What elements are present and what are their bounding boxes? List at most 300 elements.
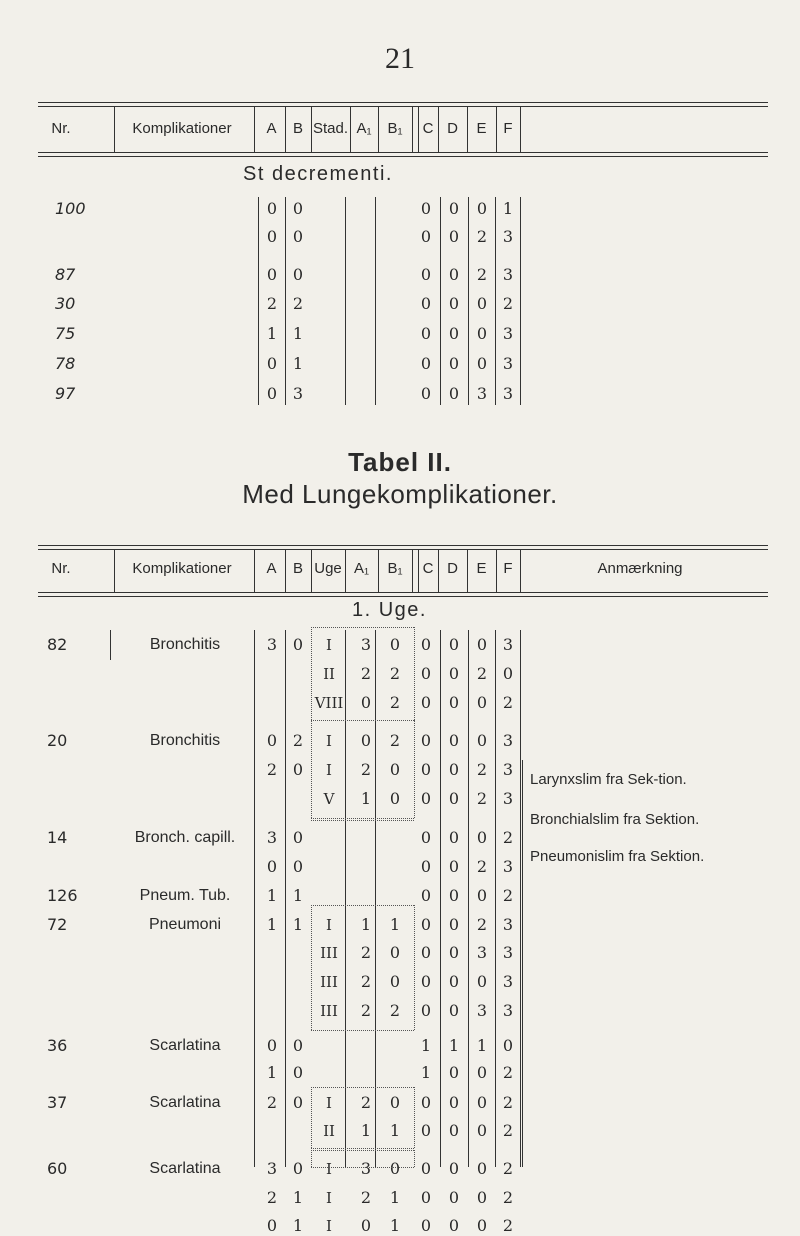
column-header: B	[292, 120, 303, 137]
row-komplikation: Bronchitis	[149, 732, 221, 749]
cell-c: 1	[420, 1036, 432, 1055]
page-number: 21	[385, 42, 415, 75]
cell-b: 0	[292, 857, 304, 876]
cell-e: 0	[476, 1063, 488, 1082]
column-rule	[468, 630, 469, 1167]
column-header: E	[476, 120, 487, 137]
cell-a1: 3	[360, 635, 372, 654]
cell-d: 0	[448, 760, 460, 779]
anmaerkning-2: Bronchialslim fra Sektion.	[530, 811, 700, 828]
cell-e: 2	[476, 915, 488, 934]
cell-e: 0	[476, 886, 488, 905]
cell-d: 0	[448, 886, 460, 905]
rule	[38, 102, 768, 103]
dotted-rule	[311, 1030, 414, 1031]
row-nr: 100	[55, 199, 86, 218]
dotted-rule	[414, 1150, 415, 1167]
column-rule	[375, 197, 376, 405]
cell-a: 0	[266, 857, 278, 876]
column-rule	[418, 106, 419, 152]
cell-b: 0	[292, 828, 304, 847]
dotted-rule	[311, 627, 312, 720]
anmaerkning-1: Larynxslim fra Sek-tion.	[530, 771, 687, 788]
cell-b1: 0	[389, 972, 401, 991]
rule	[38, 545, 768, 546]
cell-a: 2	[266, 760, 278, 779]
cell-e: 0	[476, 1121, 488, 1140]
column-rule	[285, 630, 286, 1167]
cell-c: 0	[420, 664, 432, 683]
rule	[38, 549, 768, 550]
cell-e: 0	[476, 1159, 488, 1178]
dotted-rule	[414, 720, 415, 818]
cell-a: 3	[266, 1159, 278, 1178]
cell-b1: 0	[389, 1159, 401, 1178]
cell-b1: 0	[389, 943, 401, 962]
row-nr: 72	[47, 915, 68, 934]
cell-c: 0	[420, 943, 432, 962]
cell-f: 3	[502, 324, 514, 343]
cell-e: 0	[476, 693, 488, 712]
column-rule	[496, 106, 497, 152]
cell-a: 0	[266, 384, 278, 403]
cell-a: 0	[266, 731, 278, 750]
cell-a: 1	[266, 324, 278, 343]
cell-b1: 0	[389, 760, 401, 779]
table-title: Tabel II.	[348, 447, 452, 477]
cell-a1: 2	[360, 1001, 372, 1020]
cell-a: 2	[266, 1093, 278, 1112]
cell-a1: 1	[360, 789, 372, 808]
column-rule	[258, 197, 259, 405]
row-komplikation: Pneumoni	[148, 916, 222, 933]
cell-a1: 2	[360, 664, 372, 683]
column-header: Komplikationer	[132, 560, 232, 577]
cell-b: 0	[292, 760, 304, 779]
cell-e: 1	[476, 1036, 488, 1055]
cell-a: 0	[266, 1216, 278, 1235]
dotted-rule	[311, 720, 312, 818]
cell-b: 1	[292, 1216, 304, 1235]
cell-a1: 1	[360, 915, 372, 934]
cell-c: 0	[420, 886, 432, 905]
cell-b1: 1	[389, 915, 401, 934]
column-header: B₁	[387, 120, 403, 137]
cell-a: 0	[266, 265, 278, 284]
row-nr: 36	[47, 1036, 68, 1055]
cell-e: 0	[476, 1093, 488, 1112]
section-label: 1. Uge.	[352, 599, 427, 621]
cell-c: 0	[420, 1001, 432, 1020]
dotted-rule	[311, 1167, 414, 1168]
cell-a1: 0	[360, 1216, 372, 1235]
dotted-rule	[311, 905, 312, 1030]
cell-b: 0	[292, 227, 304, 246]
column-rule	[520, 549, 521, 592]
cell-e: 3	[476, 943, 488, 962]
cell-e: 0	[476, 635, 488, 654]
column-header: A₁	[353, 560, 370, 577]
column-header: B	[292, 560, 303, 577]
column-rule	[285, 197, 286, 405]
section-label: St decrementi.	[243, 163, 393, 185]
column-rule	[440, 197, 441, 405]
cell-c: 0	[420, 1216, 432, 1235]
cell-d: 0	[448, 693, 460, 712]
dotted-rule	[311, 1150, 414, 1151]
cell-d: 0	[448, 1159, 460, 1178]
cell-d: 0	[448, 915, 460, 934]
cell-b: 1	[292, 915, 304, 934]
cell-a1: 2	[360, 760, 372, 779]
cell-c: 0	[420, 227, 432, 246]
cell-f: 2	[502, 1216, 514, 1235]
table-subtitle: Med Lungekomplikationer.	[242, 479, 558, 509]
cell-d: 0	[448, 324, 460, 343]
cell-c: 0	[420, 1159, 432, 1178]
dotted-rule	[311, 1150, 312, 1167]
cell-b1: 1	[389, 1188, 401, 1207]
column-rule	[438, 549, 439, 592]
cell-f: 2	[502, 1159, 514, 1178]
cell-a: 0	[266, 199, 278, 218]
column-rule	[254, 630, 255, 1167]
cell-b1: 1	[389, 1121, 401, 1140]
row-nr: 30	[55, 294, 76, 313]
cell-b: 0	[292, 265, 304, 284]
cell-f: 0	[502, 664, 514, 683]
cell-c: 0	[420, 857, 432, 876]
cell-d: 0	[448, 635, 460, 654]
cell-c: 0	[420, 789, 432, 808]
cell-b1: 2	[389, 731, 401, 750]
cell-f: 3	[502, 635, 514, 654]
cell-a: 1	[266, 1063, 278, 1082]
cell-c: 0	[420, 199, 432, 218]
cell-c: 0	[420, 760, 432, 779]
cell-uge: I	[326, 1217, 332, 1235]
cell-d: 0	[448, 294, 460, 313]
column-header: Nr.	[51, 560, 71, 577]
cell-f: 3	[502, 265, 514, 284]
cell-d: 0	[448, 664, 460, 683]
cell-f: 3	[502, 789, 514, 808]
row-nr: 126	[47, 886, 78, 905]
column-header: C	[422, 560, 434, 577]
cell-b: 1	[292, 354, 304, 373]
column-rule	[110, 630, 111, 660]
dotted-rule	[311, 1148, 414, 1149]
row-komplikation: Scarlatina	[149, 1094, 221, 1111]
cell-uge: III	[320, 944, 338, 962]
column-rule	[114, 549, 115, 592]
cell-d: 0	[448, 943, 460, 962]
cell-d: 0	[448, 1216, 460, 1235]
column-rule	[345, 549, 346, 592]
cell-e: 2	[476, 857, 488, 876]
column-header: B₁	[387, 560, 403, 577]
cell-b: 0	[292, 1036, 304, 1055]
cell-a1: 0	[360, 693, 372, 712]
row-nr: 60	[47, 1159, 68, 1178]
cell-b: 0	[292, 199, 304, 218]
cell-c: 0	[420, 294, 432, 313]
cell-b: 0	[292, 1093, 304, 1112]
cell-b: 2	[292, 294, 304, 313]
column-header: D	[447, 560, 458, 577]
column-header: E	[476, 560, 487, 577]
column-rule	[467, 106, 468, 152]
cell-f: 2	[502, 693, 514, 712]
cell-e: 2	[476, 664, 488, 683]
cell-a1: 2	[360, 1093, 372, 1112]
dotted-rule	[414, 627, 415, 720]
cell-b: 1	[292, 886, 304, 905]
cell-b1: 0	[389, 1093, 401, 1112]
cell-a: 1	[266, 886, 278, 905]
cell-a1: 2	[360, 1188, 372, 1207]
row-nr: 14	[47, 828, 68, 847]
column-rule	[254, 106, 255, 152]
anmaerkning-3: Pneumonislim fra Sektion.	[530, 848, 705, 865]
row-nr: 20	[47, 731, 68, 750]
row-nr: 87	[55, 265, 76, 284]
cell-b: 2	[292, 731, 304, 750]
rule	[38, 106, 768, 107]
cell-a: 2	[266, 1188, 278, 1207]
cell-e: 0	[476, 1216, 488, 1235]
cell-c: 0	[420, 1093, 432, 1112]
cell-f: 2	[502, 1188, 514, 1207]
column-header: Stad.	[312, 120, 349, 137]
column-header: A	[266, 120, 277, 137]
cell-e: 0	[476, 294, 488, 313]
cell-uge: I	[326, 1189, 332, 1207]
cell-a1: 0	[360, 731, 372, 750]
column-rule	[438, 106, 439, 152]
cell-e: 2	[476, 227, 488, 246]
cell-uge: II	[323, 1122, 335, 1140]
cell-e: 2	[476, 760, 488, 779]
cell-a: 0	[266, 1036, 278, 1055]
cell-b1: 0	[389, 635, 401, 654]
cell-e: 2	[476, 265, 488, 284]
column-rule	[114, 106, 115, 152]
cell-a1: 2	[360, 943, 372, 962]
column-rule	[522, 760, 523, 1167]
dotted-rule	[311, 905, 414, 906]
cell-b1: 0	[389, 789, 401, 808]
rule	[38, 596, 768, 597]
cell-uge: II	[323, 665, 335, 683]
rule	[38, 592, 768, 593]
cell-f: 2	[502, 886, 514, 905]
column-rule	[285, 549, 286, 592]
rule	[38, 152, 768, 153]
cell-b: 0	[292, 635, 304, 654]
column-rule	[254, 549, 255, 592]
cell-d: 0	[448, 199, 460, 218]
column-header: C	[422, 120, 434, 137]
cell-b1: 2	[389, 664, 401, 683]
row-komplikation: Scarlatina	[149, 1160, 221, 1177]
cell-b: 1	[292, 1188, 304, 1207]
cell-a: 3	[266, 828, 278, 847]
cell-uge: I	[326, 916, 332, 934]
column-header: F	[503, 560, 513, 577]
cell-f: 3	[502, 943, 514, 962]
dotted-rule	[414, 905, 415, 1030]
cell-c: 0	[420, 1121, 432, 1140]
cell-f: 2	[502, 1093, 514, 1112]
column-rule	[496, 549, 497, 592]
cell-a: 3	[266, 635, 278, 654]
cell-e: 0	[476, 199, 488, 218]
cell-d: 0	[448, 828, 460, 847]
row-komplikation: Scarlatina	[149, 1037, 221, 1054]
cell-d: 0	[448, 1001, 460, 1020]
cell-c: 0	[420, 915, 432, 934]
cell-f: 0	[502, 1036, 514, 1055]
cell-c: 0	[420, 324, 432, 343]
cell-f: 3	[502, 384, 514, 403]
cell-f: 3	[502, 760, 514, 779]
column-rule	[350, 106, 351, 152]
row-nr: 82	[47, 635, 68, 654]
cell-b: 0	[292, 1063, 304, 1082]
row-nr: 97	[55, 384, 76, 403]
column-rule	[412, 106, 413, 152]
cell-e: 3	[476, 384, 488, 403]
dotted-rule	[311, 1087, 414, 1088]
cell-f: 2	[502, 828, 514, 847]
cell-a1: 3	[360, 1159, 372, 1178]
cell-f: 2	[502, 294, 514, 313]
cell-f: 2	[502, 1063, 514, 1082]
cell-d: 0	[448, 384, 460, 403]
cell-b1: 2	[389, 693, 401, 712]
column-header: A	[266, 560, 277, 577]
cell-d: 0	[448, 227, 460, 246]
cell-e: 0	[476, 324, 488, 343]
cell-d: 0	[448, 972, 460, 991]
column-rule	[418, 549, 419, 592]
cell-e: 0	[476, 354, 488, 373]
column-rule	[412, 549, 413, 592]
cell-d: 0	[448, 265, 460, 284]
cell-b: 0	[292, 1159, 304, 1178]
cell-a: 2	[266, 294, 278, 313]
cell-a: 0	[266, 354, 278, 373]
column-header: Nr.	[51, 120, 71, 137]
cell-d: 0	[448, 1188, 460, 1207]
cell-d: 0	[448, 354, 460, 373]
cell-uge: VIII	[314, 694, 344, 712]
cell-b1: 2	[389, 1001, 401, 1020]
cell-d: 0	[448, 1121, 460, 1140]
cell-a: 1	[266, 915, 278, 934]
column-header: F	[503, 120, 513, 137]
dotted-rule	[311, 1087, 312, 1148]
cell-e: 0	[476, 731, 488, 750]
cell-f: 1	[502, 199, 514, 218]
column-header: D	[447, 120, 458, 137]
cell-d: 0	[448, 1093, 460, 1112]
cell-uge: I	[326, 761, 332, 779]
column-header: A₁	[356, 120, 372, 137]
row-nr: 78	[55, 354, 76, 373]
cell-c: 0	[420, 693, 432, 712]
cell-f: 3	[502, 972, 514, 991]
dotted-rule	[311, 720, 414, 721]
column-rule	[285, 106, 286, 152]
cell-e: 3	[476, 1001, 488, 1020]
cell-c: 0	[420, 354, 432, 373]
column-rule	[520, 197, 521, 405]
cell-f: 3	[502, 354, 514, 373]
cell-f: 3	[502, 857, 514, 876]
cell-c: 0	[420, 1188, 432, 1207]
cell-d: 0	[448, 789, 460, 808]
cell-f: 2	[502, 1121, 514, 1140]
column-rule	[311, 549, 312, 592]
dotted-rule	[311, 820, 414, 821]
cell-uge: I	[326, 1160, 332, 1178]
row-komplikation: Bronchitis	[149, 636, 221, 653]
cell-a: 0	[266, 227, 278, 246]
column-rule	[378, 549, 379, 592]
cell-uge: I	[326, 732, 332, 750]
column-rule	[495, 197, 496, 405]
cell-b: 3	[292, 384, 304, 403]
column-rule	[345, 197, 346, 405]
cell-uge: III	[320, 973, 338, 991]
cell-f: 3	[502, 731, 514, 750]
column-rule	[520, 106, 521, 152]
cell-e: 2	[476, 789, 488, 808]
cell-d: 1	[448, 1036, 460, 1055]
cell-b1: 1	[389, 1216, 401, 1235]
cell-d: 0	[448, 731, 460, 750]
column-rule	[468, 197, 469, 405]
cell-c: 0	[420, 265, 432, 284]
cell-c: 0	[420, 635, 432, 654]
cell-c: 1	[420, 1063, 432, 1082]
cell-uge: I	[326, 636, 332, 654]
cell-e: 0	[476, 828, 488, 847]
cell-e: 0	[476, 1188, 488, 1207]
cell-c: 0	[420, 731, 432, 750]
cell-c: 0	[420, 972, 432, 991]
column-rule	[467, 549, 468, 592]
column-rule	[440, 630, 441, 1167]
dotted-rule	[311, 818, 414, 819]
cell-uge: I	[326, 1094, 332, 1112]
dotted-rule	[311, 627, 414, 628]
row-nr: 37	[47, 1093, 68, 1112]
cell-d: 0	[448, 857, 460, 876]
cell-a1: 2	[360, 972, 372, 991]
cell-b: 1	[292, 324, 304, 343]
cell-f: 3	[502, 1001, 514, 1020]
cell-c: 0	[420, 384, 432, 403]
cell-uge: V	[323, 790, 335, 808]
column-header: Komplikationer	[132, 120, 232, 137]
row-nr: 75	[55, 324, 76, 343]
column-rule	[495, 630, 496, 1167]
cell-f: 3	[502, 227, 514, 246]
column-header: Anmærkning	[597, 560, 683, 577]
